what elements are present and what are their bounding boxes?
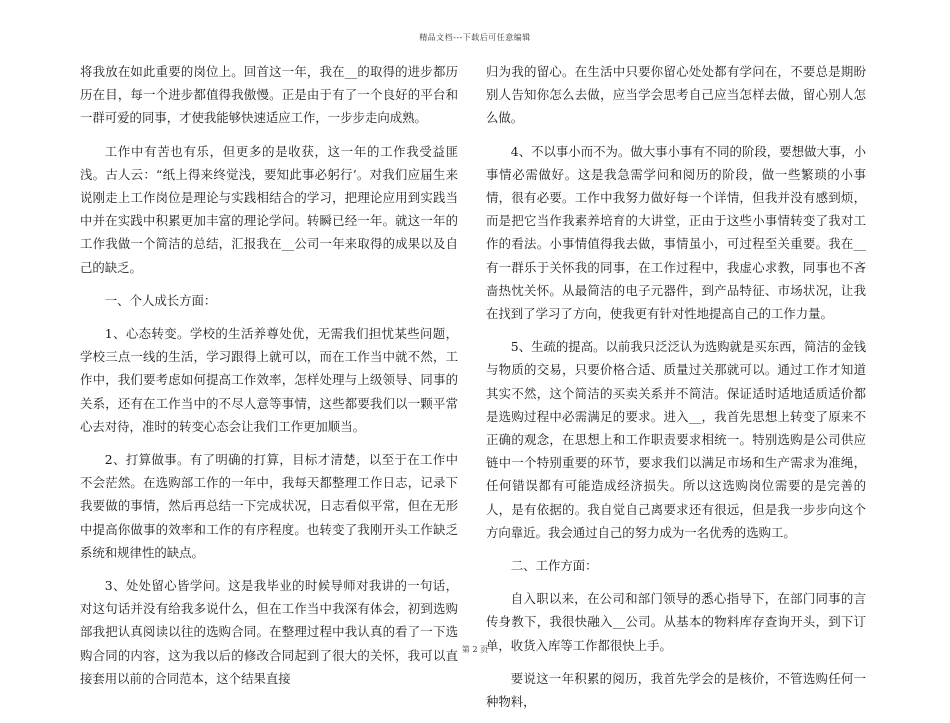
paragraph: 要说这一年积累的阅历，我首先学会的是核价，不管选购任何一种物料，: [486, 670, 866, 710]
page-number: 第 2 页: [461, 645, 489, 654]
paragraph: 3、处处留心皆学问。这是我毕业的时候导师对我讲的一句话，对这句话并没有给我多说什么，但在工作当中我深有体会，初到选购部我把认真阅读以往的选购合同。在整理过程中我认真的看了一下选购合同的内容，这为我以后的修改合同起到了很大的关怀，我可以直接套用以前的合同范本，这个结果直接: [80, 578, 458, 686]
paragraph: 4、不以事小而不为。做大事小事有不同的阶段，要想做大事，小事情必需做好。这是我急需学问和阅历的阶段，做一些繁琐的小事情，很有必要。工作中我努力做好每一个详情，但我并没有感到烦，而是把它当作我素养培育的大讲堂，正由于这些小事情转变了我对工作的看法。小事情值得我去做，事情虽小，可过程至关重要。我在__有一群乐于关怀我的同事，在工作过程中，我虚心求教，同事也不吝啬热忱关怀。从最简洁的电子元器件，到产品特征、市场状况，让我在找到了学习了方向，使我更有针对性地提高自己的工作力量。: [486, 143, 866, 322]
page-header: 精品文档---下载后可任意编辑: [419, 33, 531, 42]
left-column: [80, 60, 458, 700]
paragraph: 1、心态转变。学校的生活养尊处优，无需我们担忧某些问题，学校三点一线的生活，学习跟得上就可以，而在工作当中就不然，工作中，我们要考虑如何提高工作效率，怎样处理与上级领导、同事的关系，还有在工作当中的不尽人意等事情，这些都要我们以一颗平常心去对待，准时的转变心态会让我们工作更加顺当。: [80, 326, 458, 434]
paragraph: 工作中有苦也有乐，但更多的是收获，这一年的工作我受益匪浅。古人云：“纸上得来终觉浅，要知此事必躬行’。对我们应届生来说刚走上工作岗位是理论与实践相结合的学习，把理论应用到实践当中并在实践中积累更加丰富的理论学问。转瞬已经一年。就这一年的工作我做一个简洁的总结，汇报我在__公司一年来取得的成果以及自己的缺乏。: [80, 143, 458, 275]
right-column: [486, 60, 866, 723]
section-heading: 二、工作方面：: [510, 558, 598, 574]
section-heading: 一、个人成长方面：: [104, 292, 217, 308]
paragraph: 自入职以来，在公司和部门领导的悉心指导下，在部门同事的言传身教下，我很快融入__公司。从基本的物料库存查询开头，到下订单，收货入库等工作都很快上手。: [486, 591, 866, 653]
paragraph: 2、打算做事。有了明确的打算，目标才清楚，以至于在工作中不会茫然。在选购部工作的一年中，我每天都整理工作日志，记录下我要做的事情，然后再总结一下完成状况，日志看似平常，但在无形中提高你做事的效率和工作的有序程度。也转变了我刚开头工作缺乏系统和规律性的缺点。: [80, 452, 458, 560]
paragraph: 5、生疏的提高。以前我只泛泛认为选购就是买东西，简洁的金钱与物质的交易，只要价格合适、质量过关那就可以。通过工作才知道其实不然，这个简洁的买卖关系并不简洁。保证适时适地适质适价都是选购过程中必需满足的要求。进入__，我首先思想上转变了原来不正确的观念，在思想上和工作职责要求相统一。特别选购是公司供应链中一个特别重要的环节，要求我们以满足市场和生产需求为准绳，任何错误都有可能造成经济损失。所以这选购岗位需要的是完善的人，是有依据的。我自觉自己离要求还有很远，但是我一步步向这个方向靠近。我会通过自己的努力成为一名优秀的选购工。: [486, 339, 866, 540]
paragraph: 归为我的留心。在生活中只要你留心处处都有学问在，不要总是期盼别人告知你怎么去做，应当学会思考自己应当怎样去做，留心别人怎么做。: [486, 64, 866, 126]
paragraph: 将我放在如此重要的岗位上。回首这一年，我在__的取得的进步都历历在目，每一个进步都值得我傲慢。正是由于有了一个良好的平台和一群可爱的同事，才使我能够快速适应工作，一步步走向成熟。: [80, 64, 458, 126]
